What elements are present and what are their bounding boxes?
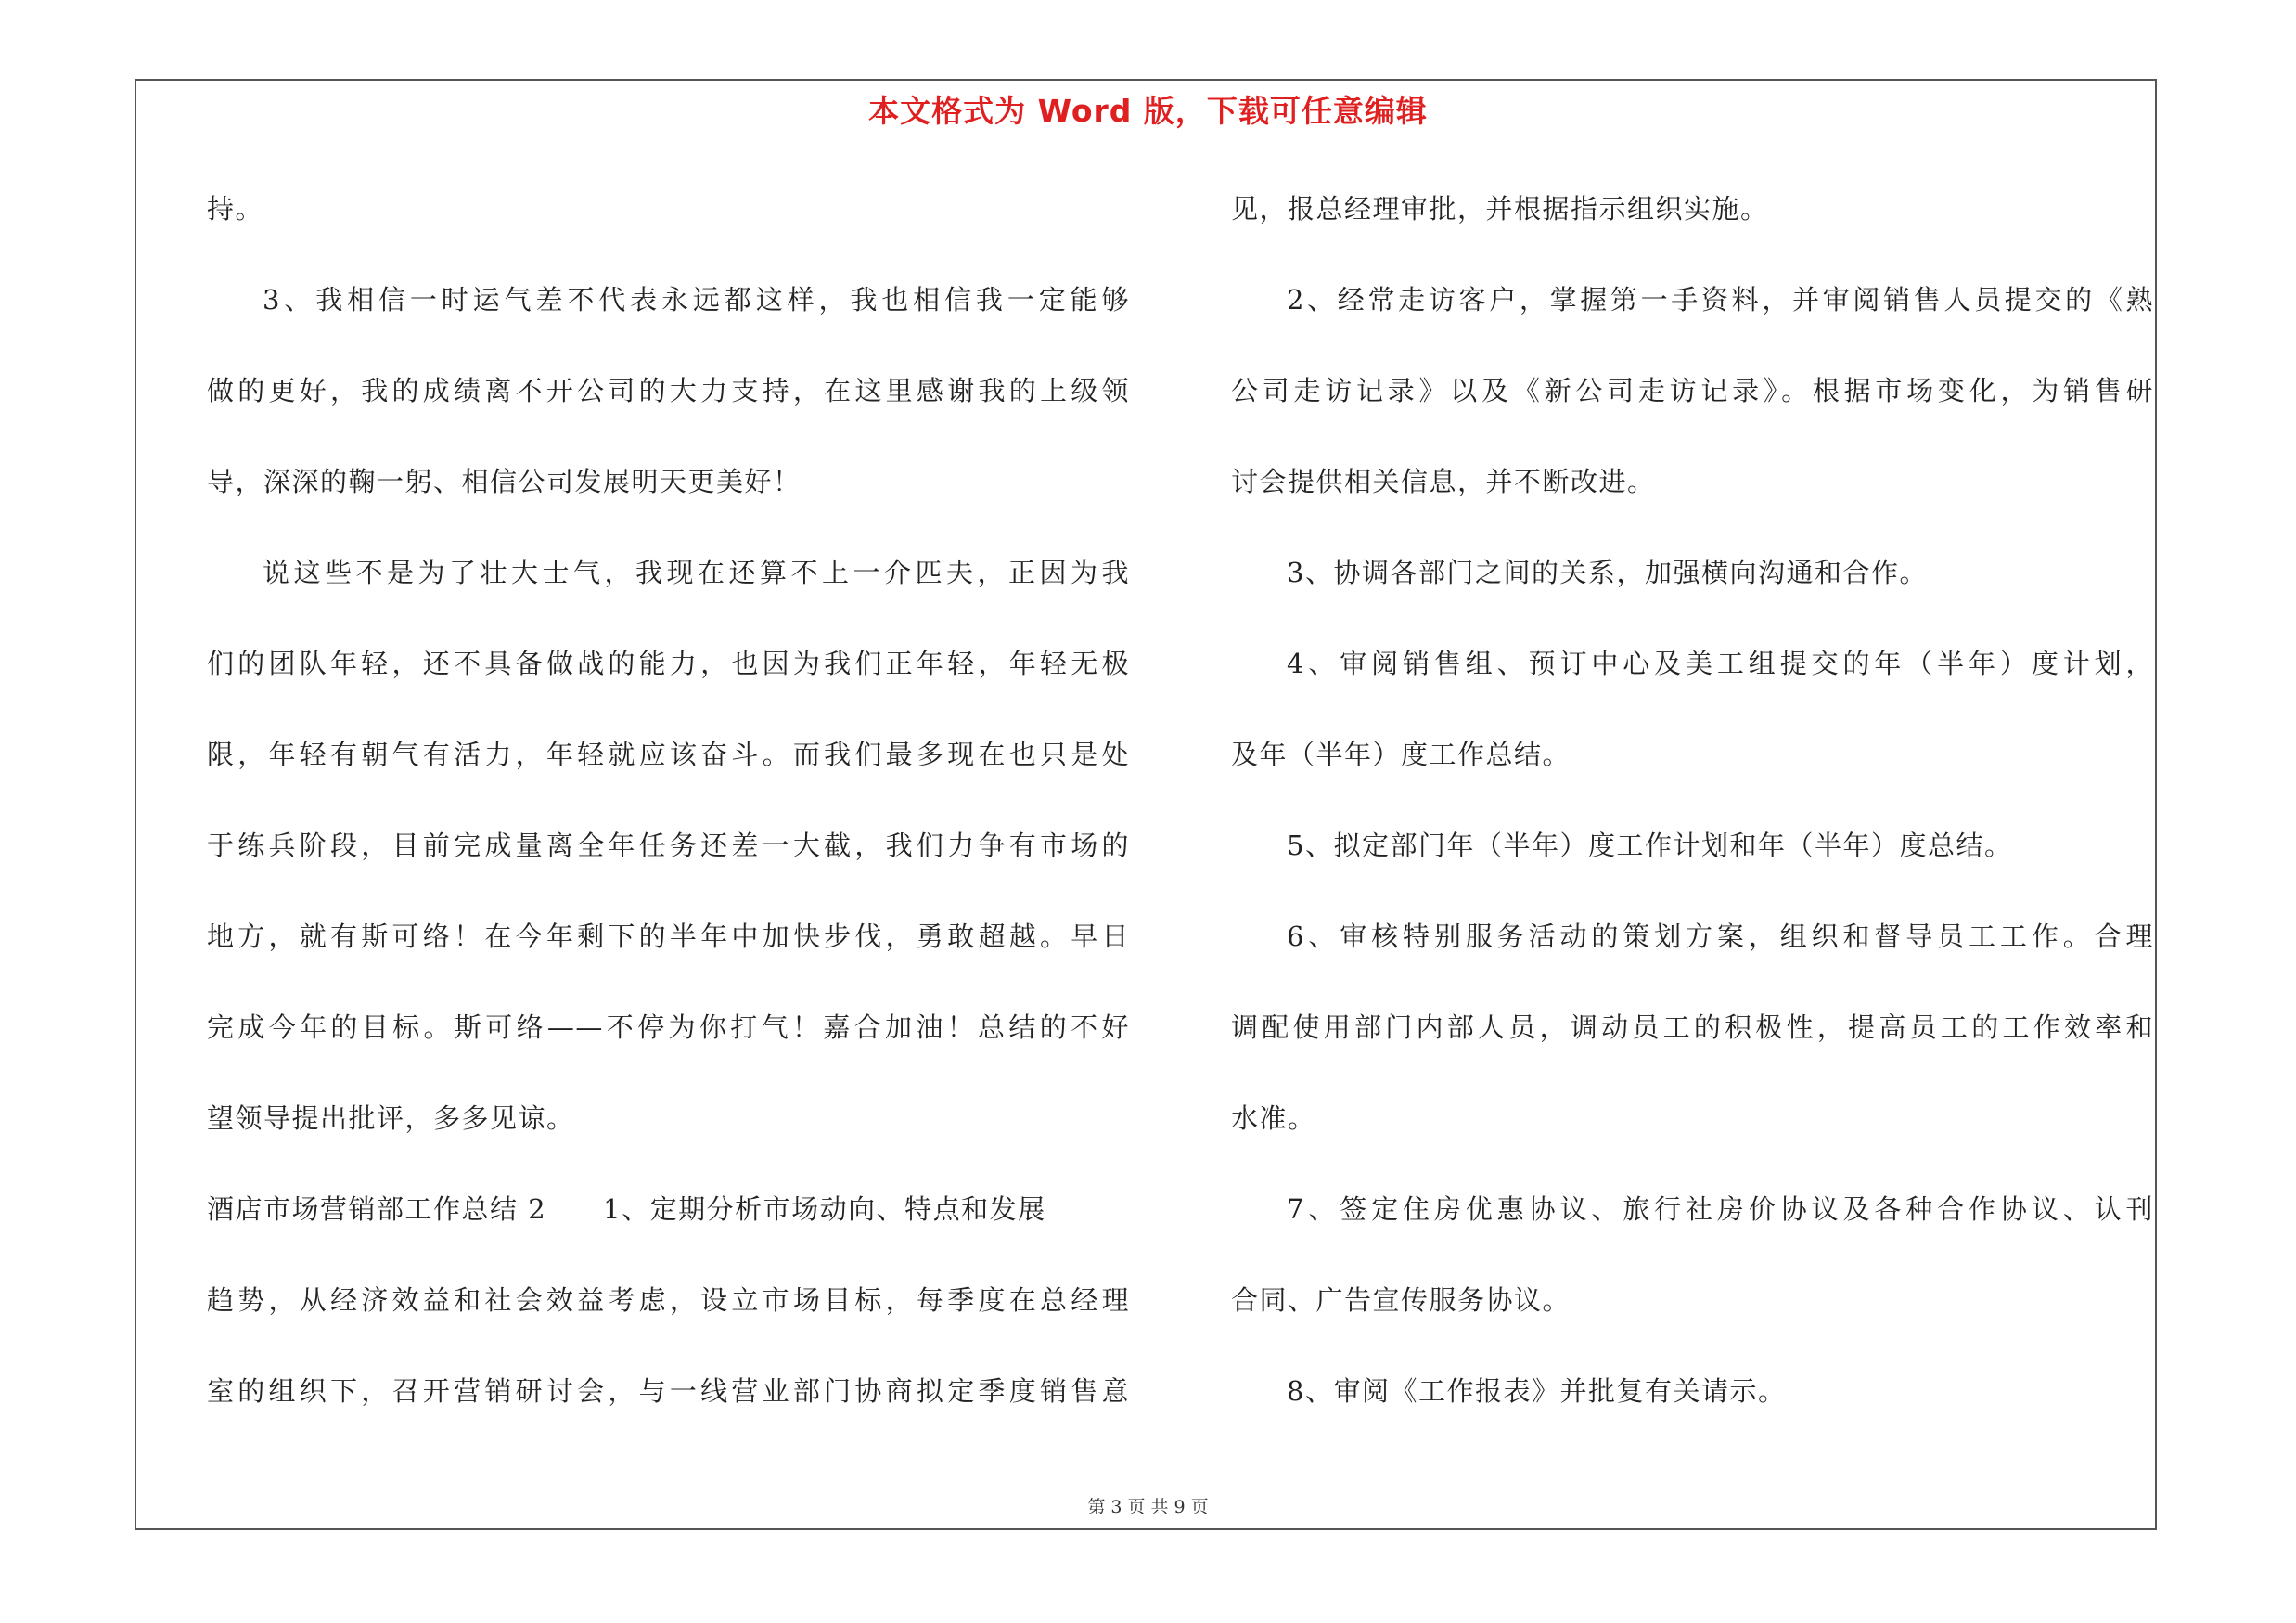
text-line: 公司走访记录》以及《新公司走访记录》。根据市场变化，为销售研 — [1231, 375, 2154, 406]
text-line: 3、我相信一时运气差不代表永远都这样，我也相信我一定能够 — [263, 284, 1130, 316]
text-line: 6、审核特别服务活动的策划方案，组织和督导员工工作。合理 — [1287, 921, 2154, 952]
text-line: 合同、广告宣传服务协议。 — [1231, 1284, 1571, 1316]
text-line: 室的组织下，召开营销研讨会，与一线营业部门协商拟定季度销售意 — [207, 1375, 1130, 1407]
text-line: 水准。 — [1231, 1102, 1316, 1134]
text-line: 7、签定住房优惠协议、旅行社房价协议及各种合作协议、认刊 — [1287, 1193, 2154, 1225]
text-line: 8、审阅《工作报表》并批复有关请示。 — [1287, 1375, 1787, 1407]
section-heading-line: 酒店市场营销部工作总结 2 1、定期分析市场动向、特点和发展 — [207, 1193, 1046, 1225]
text-line: 3、协调各部门之间的关系，加强横向沟通和合作。 — [1287, 557, 1928, 588]
text-line: 趋势，从经济效益和社会效益考虑，设立市场目标，每季度在总经理 — [207, 1284, 1130, 1316]
word-format-banner: 本文格式为 Word 版，下载可任意编辑 — [868, 93, 1428, 129]
text-line: 完成今年的目标。斯可络——不停为你打气！嘉合加油！总结的不好 — [207, 1011, 1130, 1043]
text-line: 5、拟定部门年（半年）度工作计划和年（半年）度总结。 — [1287, 830, 2013, 861]
text-line: 们的团队年轻，还不具备做战的能力，也因为我们正年轻，年轻无极 — [207, 648, 1130, 679]
text-line: 导，深深的鞠一躬、相信公司发展明天更美好！ — [207, 466, 802, 497]
text-line: 讨会提供相关信息，并不断改进。 — [1231, 466, 1656, 497]
text-line: 地方，就有斯可络！在今年剩下的半年中加快步伐，勇敢超越。早日 — [207, 921, 1130, 952]
text-line: 见，报总经理审批，并根据指示组织实施。 — [1231, 193, 1769, 225]
text-line: 调配使用部门内部人员，调动员工的积极性，提高员工的工作效率和 — [1231, 1011, 2154, 1043]
text-line: 限，年轻有朝气有活力，年轻就应该奋斗。而我们最多现在也只是处 — [207, 739, 1130, 770]
text-line: 2、经常走访客户，掌握第一手资料，并审阅销售人员提交的《熟 — [1287, 284, 2154, 316]
text-line: 说这些不是为了壮大士气，我现在还算不上一介匹夫，正因为我 — [263, 557, 1130, 588]
text-line: 及年（半年）度工作总结。 — [1231, 739, 1571, 770]
text-line: 望领导提出批评，多多见谅。 — [207, 1102, 575, 1134]
text-line: 4、审阅销售组、预订中心及美工组提交的年（半年）度计划， — [1287, 648, 2154, 679]
page-number-footer: 第 3 页 共 9 页 — [1087, 1497, 1209, 1517]
text-line: 做的更好，我的成绩离不开公司的大力支持，在这里感谢我的上级领 — [207, 375, 1130, 406]
text-line: 持。 — [207, 193, 264, 225]
text-line: 于练兵阶段，目前完成量离全年任务还差一大截，我们力争有市场的 — [207, 830, 1130, 861]
